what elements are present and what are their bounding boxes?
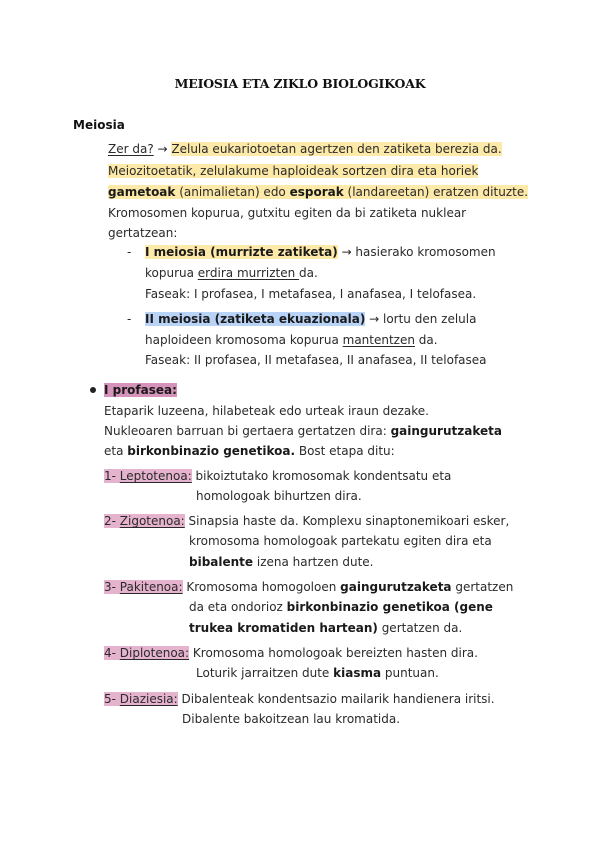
stage-leptotenoa: 1- Leptotenoa: bikoiztutako kromosomak kondentsatu eta (104, 469, 452, 483)
page-title: MEIOSIA ETA ZIKLO BIOLOGIKOAK (174, 76, 426, 91)
list-dash: - (127, 245, 132, 259)
profase-line-2: Nukleoaren barruan bi gertaera gertatzen dira: gaingurutzaketa (104, 424, 502, 438)
stage-zigotenoa: 2- Zigotenoa: Sinapsia haste da. Komplexu sinaptonemikoari esker, (104, 514, 510, 528)
stage-diaziesia: 5- Diaziesia: Dibalenteak kondentsazio mailarik handienera iritsi. (104, 692, 495, 706)
profase-line-1: Etaparik luzeena, hilabeteak edo urteak iraun dezake. (104, 404, 429, 418)
intro-line-5: gertatzean: (108, 226, 178, 240)
profase-bullet (90, 381, 177, 399)
meiosis1-label: I meiosia (murrizte zatiketa) (145, 245, 338, 259)
stage-diplotenoa-line-2: Loturik jarraitzen dute kiasma puntuan. (196, 666, 439, 680)
meiosis2-line-2: haploideen kromosoma kopurua mantentzen da. (145, 333, 438, 347)
stage-diaziesia-line-2: Dibalente bakoitzean lau kromatida. (182, 712, 401, 726)
section-heading: Meiosia (73, 118, 125, 132)
meiosis2-label: II meiosia (zatiketa ekuazionala) (145, 312, 366, 326)
meiosis2-line-1: II meiosia (zatiketa ekuazionala) → lortu den zelula (145, 312, 477, 326)
intro-line-4: Kromosomen kopurua, gutxitu egiten da bi zatiketa nuklear (108, 206, 467, 220)
list-dash: - (127, 312, 132, 326)
stage-pakitenoa-line-2: da eta ondorioz birkonbinazio genetikoa (gene (189, 600, 493, 614)
bullet-dot-icon (90, 387, 96, 393)
intro-line-3: gametoak (animalietan) edo esporak (landareetan) eratzen dituzte. (108, 185, 529, 199)
stage-pakitenoa: 3- Pakitenoa: Kromosoma homogoloen gaingurutzaketa gertatzen (104, 580, 514, 594)
question-text: Zer da? (108, 142, 154, 156)
stage-diplotenoa: 4- Diplotenoa: Kromosoma homologoak bereizten hasten dira. (104, 646, 478, 660)
highlighted-definition: Zelula eukariotoetan agertzen den zatiketa berezia da. (171, 142, 502, 156)
profase-label: I profasea: (104, 383, 177, 397)
stage-leptotenoa-line-2: homologoak bihurtzen dira. (196, 489, 362, 503)
meiosis2-phases: Faseak: II profasea, II metafasea, II anafasea, II telofasea (145, 353, 487, 367)
intro-line-1: Zer da? → Zelula eukariotoetan agertzen den zatiketa berezia da. (108, 142, 502, 156)
intro-line-2: Meiozitoetatik, zelulakume haploideak sortzen dira eta horiek (108, 164, 479, 178)
stage-zigotenoa-line-2: kromosoma homologoak partekatu egiten dira eta (189, 534, 492, 548)
meiosis1-line-1: I meiosia (murrizte zatiketa) → hasierako kromosomen (145, 245, 496, 259)
meiosis1-line-2: kopurua erdira murrizten da. (145, 266, 318, 280)
stage-zigotenoa-line-3: bibalente izena hartzen dute. (189, 555, 374, 569)
meiosis1-phases: Faseak: I profasea, I metafasea, I anafasea, I telofasea. (145, 287, 477, 301)
profase-line-3: eta birkonbinazio genetikoa. Bost etapa ditu: (104, 444, 395, 458)
stage-pakitenoa-line-3: trukea kromatiden hartean) gertatzen da. (189, 621, 463, 635)
